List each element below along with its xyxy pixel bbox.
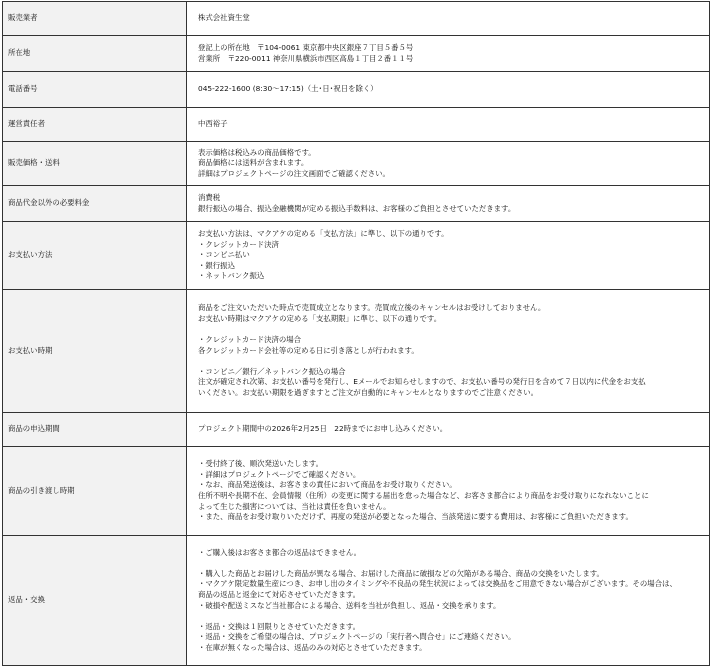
row-value: [187, 447, 710, 536]
value-line: 株式会社資生堂: [198, 13, 250, 23]
row-value: [187, 72, 710, 108]
row-value: [187, 413, 710, 447]
value-line: 商品をご注文いただいた時点で売買成立となります。売買成立後のキャンセルはお受けしておりません。: [198, 303, 546, 313]
table-row: [3, 72, 710, 108]
value-line: ・クレジットカード決済の場合: [198, 335, 302, 345]
table-row: [3, 447, 710, 536]
row-value: [187, 142, 710, 186]
blank-line: [198, 325, 704, 336]
table-row: [3, 2, 710, 36]
value-line: お支払い方法は、マクアケの定める「支払方法」に準じ、以下の通りです。: [198, 229, 449, 239]
value-line: 消費税: [198, 192, 221, 202]
row-label: 販売価格・送料: [3, 142, 187, 186]
row-value: [187, 186, 710, 222]
value-line: ・購入した商品とお届けした商品が異なる場合、お届けした商品に破損などの欠陥がある場合、商品の交換をいたします。: [198, 568, 604, 578]
row-value: [187, 290, 710, 413]
table-row: [3, 413, 710, 447]
row-label: 運営責任者: [3, 108, 187, 142]
row-label: 返品・交換: [3, 536, 187, 666]
blank-line: [198, 611, 704, 622]
table-row: [3, 108, 710, 142]
value-line: 商品の返品と返金にて対応させていただきます。: [198, 589, 361, 599]
value-line: ・コンビニ払い: [198, 250, 250, 260]
value-line: 銀行振込の場合、振込金融機関が定める振込手数料は、お客様のご負担とさせていただきます。: [198, 203, 516, 213]
value-line: 詳細はプロジェクトページの注文画面でご確認ください。: [198, 168, 390, 178]
value-line: 住所不明や長期不在、会員情報（住所）の変更に関する届出を怠った場合など、お客さま都合により商品をお受け取りになれないことに: [198, 491, 649, 500]
value-line: ・クレジットカード決済: [198, 239, 279, 249]
value-line: 中西裕子: [198, 119, 228, 129]
row-label: お支払い時期: [3, 290, 187, 413]
value-line: 注文が確定され次第、お支払い番号を発行し、Eメールでお知らせしますので、お支払い番号の発行日を含めて７日以内に代金をお支払: [198, 377, 646, 387]
value-line: ・また、商品をお受け取りいただけず、再度の発送が必要となった場合、当該発送に要する費用は、お客様にご負担いただきます。: [198, 512, 633, 522]
value-line: ・ネットバンク振込: [198, 271, 265, 281]
value-line: よって生じた損害については、当社は責任を負いません。: [198, 501, 391, 511]
value-line: ・マクアケ限定数量生産につき、お申し出のタイミングや不良品の発生状況によっては交換品をご用意できない場合がございます。その場合は、: [198, 579, 677, 589]
value-line: ・銀行振込: [198, 260, 235, 270]
table-row: [3, 290, 710, 413]
row-label: 販売業者: [3, 2, 187, 36]
blank-line: [198, 558, 704, 569]
seller-info-table: [2, 1, 710, 666]
value-line: ・在庫が無くなった場合は、返品のみの対応とさせていただきます。: [198, 642, 427, 652]
table-row: [3, 142, 710, 186]
value-line: 表示価格は税込みの商品価格です。: [198, 147, 316, 157]
value-line: いください。お支払い期限を過ぎますとご注文が自動的にキャンセルとなりますのでご注意ください。: [198, 388, 538, 398]
value-line: ・返品・交換は１回限りとさせていただきます。: [198, 621, 361, 631]
table-row: [3, 536, 710, 666]
row-value: [187, 108, 710, 142]
row-label: 電話番号: [3, 72, 187, 108]
value-line: ・ご購入後はお客さま都合の返品はできません。: [198, 547, 362, 557]
table-row: [3, 36, 710, 72]
row-value: [187, 36, 710, 72]
value-line: 045-222-1600 (8:30～17:15)（土･日･祝日を除く）: [198, 84, 378, 94]
value-line: ・詳細はプロジェクトページでご確認ください。: [198, 469, 361, 479]
value-line: ・受付終了後、順次発送いたします。: [198, 459, 324, 469]
table-row: [3, 186, 710, 222]
value-line: ・なお、商品発送後は、お客さまの責任において商品をお受け取りください。: [198, 480, 457, 490]
table-row: [3, 222, 710, 290]
row-label: 商品の申込期間: [3, 413, 187, 447]
value-line: ・コンビニ／銀行／ネットバンク振込の場合: [198, 366, 346, 376]
value-line: 登記上の所在地 〒104-0061 東京都中央区銀座７丁目５番５号: [198, 42, 414, 52]
value-line: 各クレジットカード会社等の定める日に引き落としが行われます。: [198, 345, 419, 355]
row-value: [187, 2, 710, 36]
row-label: 商品代金以外の必要料金: [3, 186, 187, 222]
row-value: [187, 222, 710, 290]
row-label: 商品の引き渡し時期: [3, 447, 187, 536]
value-line: ・破損や配送ミスなど当社都合による場合、送料を当社が負担し、返品・交換を承ります。: [198, 600, 501, 610]
value-line: 営業所 〒220-0011 神奈川県横浜市西区高島１丁目２番１１号: [198, 53, 414, 63]
row-label: お支払い方法: [3, 222, 187, 290]
blank-line: [198, 356, 704, 367]
value-line: プロジェクト期間中の2026年2月25日 22時までにお申し込みください。: [198, 424, 448, 434]
value-line: お支払い時期はマクアケの定める「支払期限」に準じ、以下の通りです。: [198, 313, 442, 323]
value-line: ・返品・交換をご希望の場合は、プロジェクトページの「実行者へ問合せ」にご連絡ください。: [198, 632, 516, 642]
row-label: 所在地: [3, 36, 187, 72]
value-line: 商品価格には送料が含まれます。: [198, 158, 309, 168]
row-value: [187, 536, 710, 666]
